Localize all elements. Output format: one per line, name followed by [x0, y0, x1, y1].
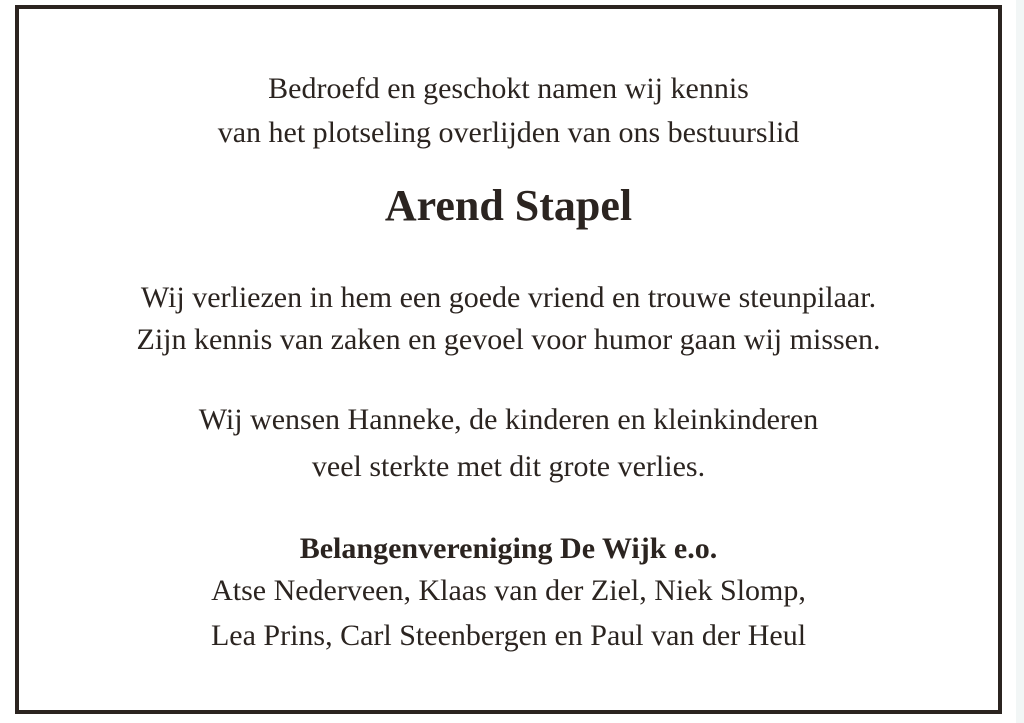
deceased-name: Arend Stapel	[384, 181, 633, 230]
organization-name: Belangenvereniging De Wijk e.o.	[299, 532, 718, 565]
signatories-line-1: Atse Nederveen, Klaas van der Ziel, Niek Slomp,	[211, 574, 806, 607]
condolence-line-1: Wij wensen Hanneke, de kinderen en kleinkinderen	[198, 403, 819, 436]
tribute-line-1: Wij verliezen in hem een goede vriend en trouwe steunpilaar.	[140, 281, 877, 314]
intro-line-1: Bedroefd en geschokt namen wij kennis	[268, 72, 749, 105]
signatories-line-2: Lea Prins, Carl Steenbergen en Paul van der Heul	[210, 619, 807, 652]
tribute-line-2: Zijn kennis van zaken en gevoel voor humor gaan wij missen.	[136, 323, 881, 356]
intro-line-2: van het plotseling overlijden van ons bestuurslid	[217, 116, 800, 149]
condolence-line-2: veel sterkte met dit grote verlies.	[311, 450, 706, 483]
obituary-card	[15, 5, 1002, 714]
window-edge	[1016, 0, 1024, 723]
